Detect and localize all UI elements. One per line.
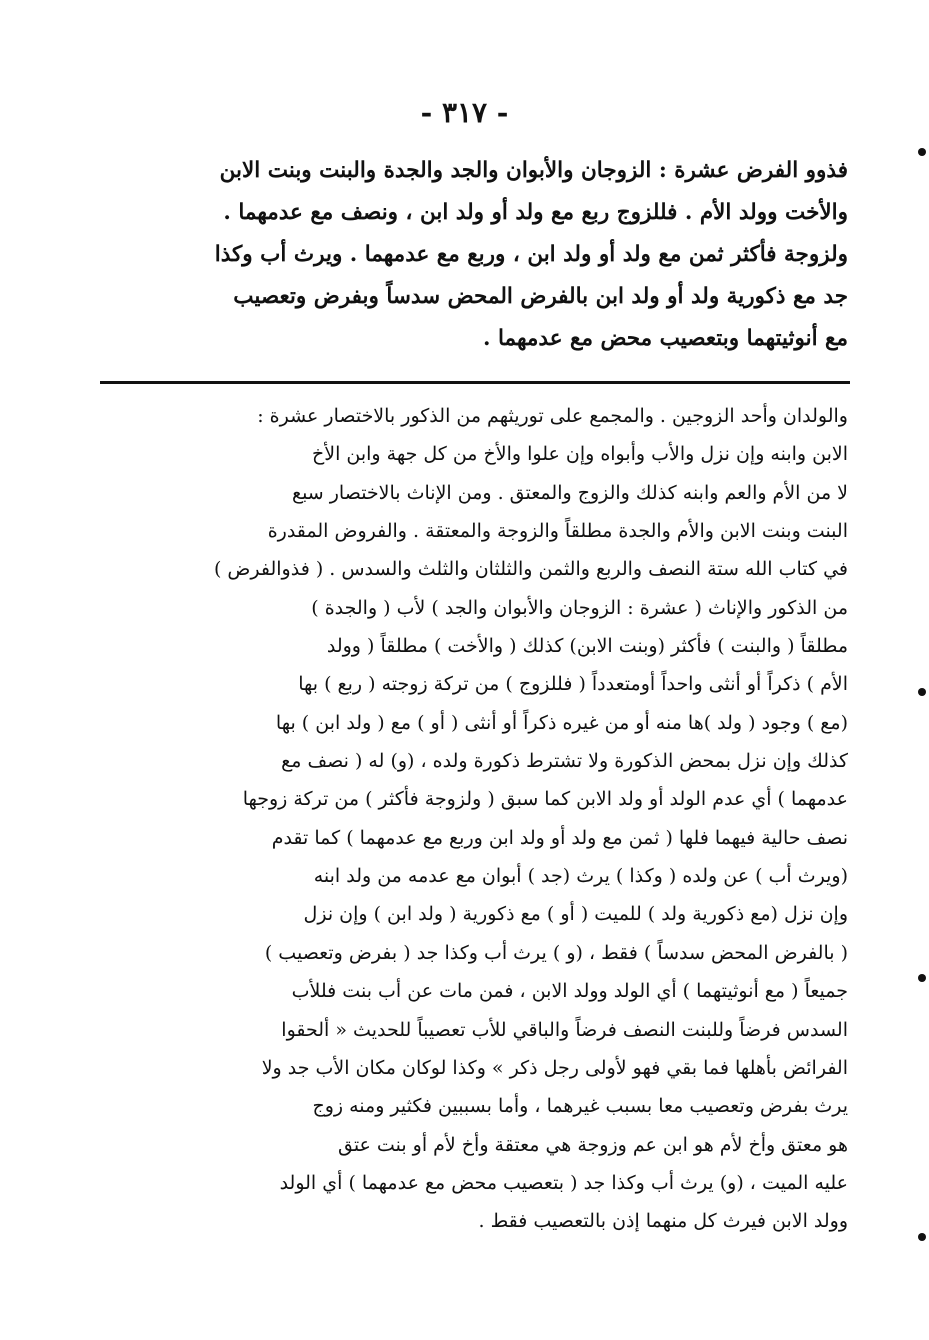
- commentary-line: (مع ) وجود ( ولد )ها منه أو من غيره ذكراً أو أنثى ( أو ) مع ( ولد ابن ) بها: [275, 711, 848, 734]
- commentary-line: ( بالفرض المحض سدساً ) فقط ، (و ) يرث أب وكذا جد ( بفرض وتعصيب ): [264, 941, 848, 964]
- main-text-line: مع أنوثيتهما وبتعصيب محض مع عدمهما .: [483, 326, 848, 351]
- commentary-line: مطلقاً ( والبنت ) فأكثر (وبنت الابن) كذلك ( والأخت ) مطلقاً ( وولد: [326, 635, 848, 658]
- commentary-line: عليه الميت ، (و) يرث أب وكذا جد ( بتعصيب محض مع عدمهما ) أي الولد: [279, 1171, 848, 1194]
- margin-dot-icon: [918, 1233, 926, 1241]
- commentary-line: البنت وبنت الابن والأم والجدة مطلقاً والزوجة والمعتقة . والفروض المقدرة: [267, 520, 848, 543]
- margin-dot-icon: [918, 148, 926, 156]
- commentary-line: عدمهما ) أي عدم الولد أو ولد الابن كما سبق ( ولزوجة فأكثر ) من تركة زوجها: [242, 788, 848, 811]
- commentary-line: والولدان وأحد الزوجين . والمجمع على توريثهم من الذكور بالاختصار عشرة :: [257, 405, 848, 427]
- margin-dot-icon: [918, 688, 926, 696]
- main-text-line: جد مع ذكورية ولد أو ولد ابن بالفرض المحض سدساً وبفرض وتعصيب: [233, 284, 848, 309]
- commentary-line: من الذكور والإناث ( عشرة : الزوجان والأبوان والجد ) لأب ( والجدة ): [311, 596, 848, 619]
- commentary-line: هو معتق وأخ لأم هو ابن عم وزوجة هي معتقة وأخ لأم أو بنت عتق: [337, 1133, 848, 1156]
- separator-rule: [100, 381, 850, 384]
- commentary-line: وإن نزل (مع ذكورية ولد ) للميت ( أو ) مع ذكورية ( ولد ابن ) وإن نزل: [303, 903, 848, 926]
- commentary-line: نصف حالية فيهما فلها ( ثمن مع ولد أو ولد ابن وربع مع عدمهما ) كما تقدم: [271, 826, 848, 849]
- commentary-line: الابن وابنه وإن نزل والأب وأبواه وإن علوا والأخ من كل جهة وابن الأخ: [311, 443, 848, 466]
- commentary-line: كذلك وإن نزل بمحض الذكورة ولا تشترط ذكورة ولده ، (و) له ( نصف مع: [281, 750, 848, 773]
- commentary-line: وولد الابن فيرث كل منهما إذن بالتعصيب فقط .: [478, 1210, 848, 1233]
- commentary-text: [100, 397, 848, 1241]
- commentary-line: يرث بفرض وتعصيب معا بسبب غيرهما ، وأما بسببين فكثير ومنه زوج: [312, 1095, 848, 1118]
- commentary-line: لا من الأم والعم وابنه كذلك والزوج والمعتق . ومن الإناث بالاختصار سبع: [291, 481, 848, 504]
- commentary-line: الأم ) ذكراً أو أنثى واحداً أومتعدداً ( فللزوج ) من تركة زوجته ( ربع ) بها: [298, 673, 848, 696]
- main-text-line: والأخت وولد الأم . فللزوج ربع مع ولد أو ولد ابن ، ونصف مع عدمهما .: [223, 200, 848, 225]
- commentary-line: السدس فرضاً وللبنت النصف فرضاً والباقي للأب تعصيباً للحديث « ألحقوا: [281, 1018, 848, 1041]
- commentary-line: في كتاب الله ستة النصف والربع والثمن والثلثان والثلث والسدس . ( فذوالفرض ): [213, 558, 848, 581]
- commentary-line: (ويرث أب ) عن ولده ( وكذا ) يرث (جد ) أبوان مع عدمه من ولد ابنه: [313, 865, 848, 888]
- main-text-line: ولزوجة فأكثر ثمن مع ولد أو ولد ابن ، وربع مع عدمهما . ويرث أب وكذا: [214, 242, 848, 267]
- main-text: [100, 150, 848, 360]
- commentary-line: جميعاً ( مع أنوثيتهما ) أي الولد وولد الابن ، فمن مات عن أب بنت فللأب: [291, 980, 848, 1003]
- commentary-line: الفرائض بأهلها فما بقي فهو لأولى رجل ذكر » وكذا لوكان مكان الأب جد ولا: [261, 1056, 848, 1079]
- page-number: - ٣١٧ -: [420, 96, 509, 129]
- main-text-line: فذوو الفرض عشرة : الزوجان والأبوان والجد والجدة والبنت وبنت الابن: [219, 158, 848, 183]
- margin-dot-icon: [918, 974, 926, 982]
